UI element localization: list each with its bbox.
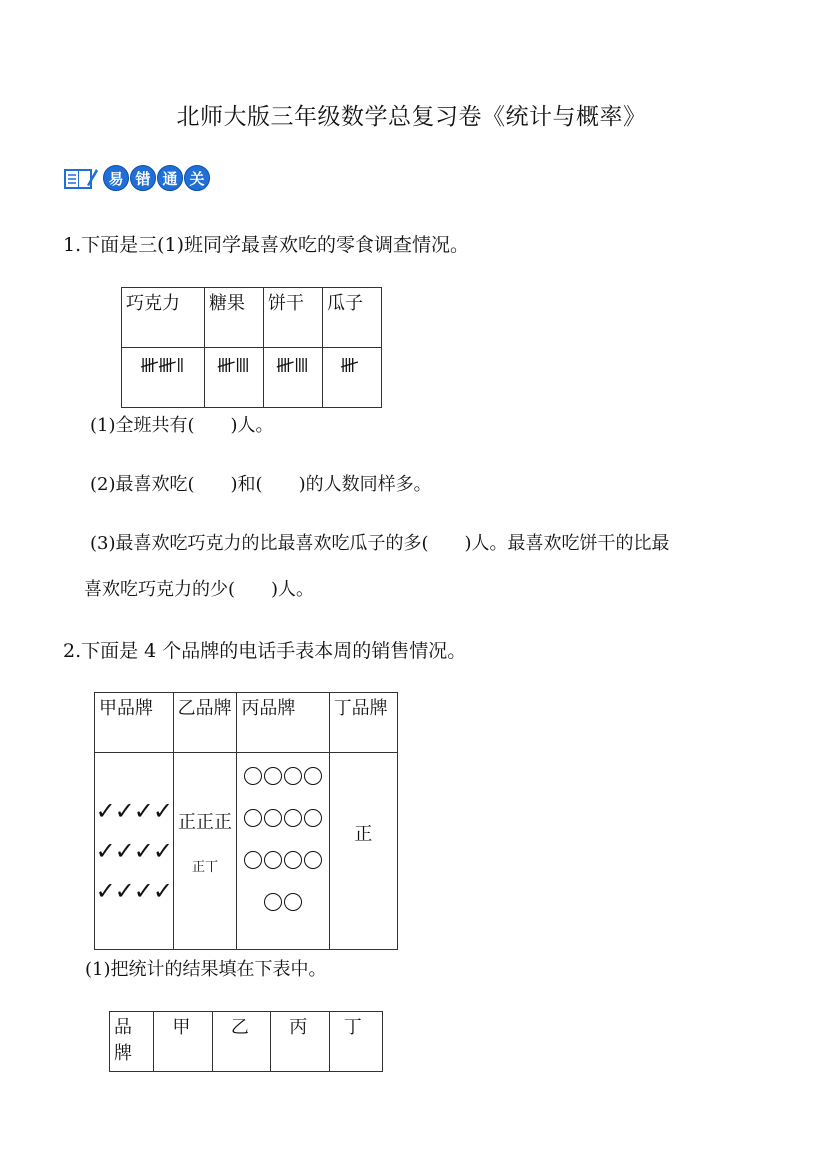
- zheng-marks: 正丅: [191, 859, 218, 875]
- zheng-marks: 正正正: [178, 811, 232, 833]
- tally-candy: [205, 348, 264, 408]
- circle-row: [237, 851, 328, 869]
- header-candy: 糖果: [205, 288, 264, 348]
- circle-mark: [284, 893, 302, 911]
- tally-chocolate: [122, 348, 205, 408]
- badge-char-4: 关: [184, 165, 210, 191]
- tally-biscuit: [264, 348, 323, 408]
- book-pencil-icon: [63, 165, 99, 191]
- check-row: ✓✓✓✓: [95, 877, 172, 905]
- header-jia: 甲: [154, 1012, 212, 1072]
- header-yi: 乙: [212, 1012, 270, 1072]
- badge-char-2: 错: [130, 165, 156, 191]
- q2-sub1: (1)把统计的结果填在下表中。: [85, 959, 327, 980]
- circle-mark: [284, 767, 302, 785]
- circle-mark: [264, 809, 282, 827]
- badge-char-1: 易: [103, 165, 129, 191]
- header-brand: 品牌: [110, 1012, 154, 1072]
- tally-marks: [264, 348, 322, 378]
- circle-mark: [304, 767, 322, 785]
- circle-mark: [304, 851, 322, 869]
- circle-mark: [304, 809, 322, 827]
- header-yi: 乙品牌: [173, 693, 237, 753]
- zheng-marks: 正: [354, 824, 373, 845]
- bing-circles-cell: [237, 753, 329, 950]
- header-bing: 丙品牌: [237, 693, 329, 753]
- circle-mark: [264, 767, 282, 785]
- circle-mark: [244, 809, 262, 827]
- circle-mark: [244, 851, 262, 869]
- q1-sub3-line2: 喜欢吃巧克力的少( )人。: [84, 579, 315, 600]
- snack-tally-table: [121, 287, 382, 408]
- header-ding: 丁: [329, 1012, 382, 1072]
- question-1-stem: 1.下面是三(1)班同学最喜欢吃的零食调查情况。: [63, 234, 470, 256]
- check-row: ✓✓✓✓: [95, 837, 172, 865]
- section-badge: [63, 164, 211, 192]
- header-seeds: 瓜子: [323, 288, 382, 348]
- result-fill-table: [109, 1011, 383, 1072]
- header-jia: 甲品牌: [95, 693, 174, 753]
- badge-char-3: 通: [157, 165, 183, 191]
- circle-row: [237, 767, 328, 785]
- check-row: ✓✓✓✓: [95, 797, 172, 825]
- circle-mark: [264, 893, 282, 911]
- circle-mark: [264, 851, 282, 869]
- circle-row: [237, 893, 328, 911]
- q1-sub2: (2)最喜欢吃( )和( )的人数同样多。: [90, 474, 432, 495]
- circle-mark: [284, 851, 302, 869]
- q1-sub3-line1: (3)最喜欢吃巧克力的比最喜欢吃瓜子的多( )人。最喜欢吃饼干的比最: [90, 533, 670, 554]
- q1-sub1: (1)全班共有( )人。: [90, 415, 274, 436]
- question-2-stem: 2.下面是 4 个品牌的电话手表本周的销售情况。: [63, 640, 467, 662]
- watch-sales-table: [94, 692, 398, 950]
- header-chocolate: 巧克力: [122, 288, 205, 348]
- page-title: 北师大版三年级数学总复习卷《统计与概率》: [176, 104, 647, 130]
- circle-rows: [237, 767, 328, 911]
- header-bing: 丙: [271, 1012, 329, 1072]
- tally-marks: [122, 348, 204, 378]
- circle-mark: [244, 767, 262, 785]
- yi-marks-cell: [173, 753, 237, 950]
- jia-checks-cell: [95, 753, 174, 950]
- header-biscuit: 饼干: [264, 288, 323, 348]
- header-ding: 丁品牌: [329, 693, 397, 753]
- circle-row: [237, 809, 328, 827]
- tally-marks: [323, 348, 381, 378]
- ding-marks-cell: [329, 753, 397, 950]
- circle-mark: [284, 809, 302, 827]
- tally-seeds: [323, 348, 382, 408]
- tally-marks: [205, 348, 263, 378]
